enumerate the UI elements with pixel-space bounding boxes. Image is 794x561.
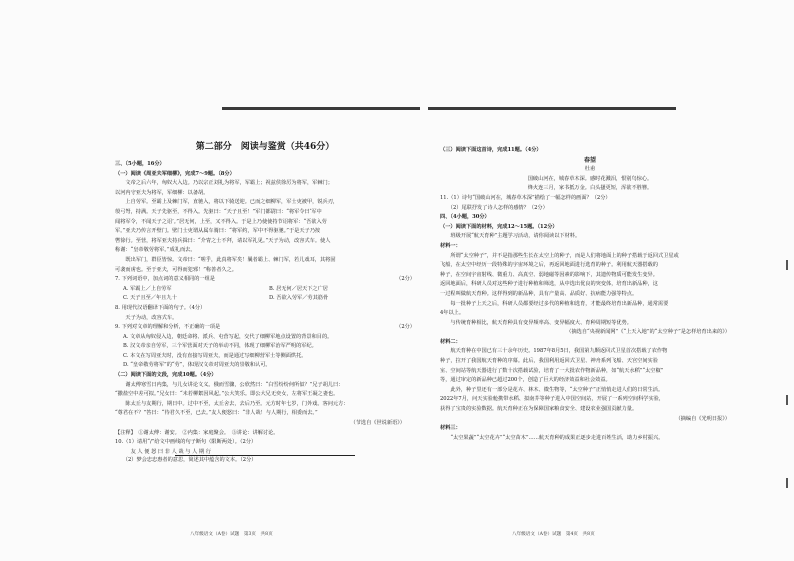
material-line: 种子，拉开了我国航天育种的序幕。此后，我国利用返回式卫星、神舟系列飞船、天宫空间实验 [440,358,658,365]
passage-line: 以河内守亚夫为将军，军细柳：以备胡。 [115,189,209,196]
question-11b: （2）尾联抒发了诗人怎样的感情？（2分） [440,204,548,211]
question-text: 9. 下列对文章的理解和分析，不正确的一项是 [115,324,221,331]
material-line: “太空果蔬”“太空花卉”“太空苗木”……航天育种的成果正逐步走进百姓生活，助力乡村振兴。 [440,434,664,441]
material-line: 此外，种子里还有一部分是花卉、林木、微生物等，“太空种子”正悄悄走进人们的日常生活。 [440,386,664,393]
material-heading: 材料一： [440,242,461,249]
passage-line: 彀弓弩，持满。天子先驱至，不得入。先驱曰：“天子且至！”军门都尉曰：“将军令曰‘军中 [115,208,322,215]
passage-line: “撒盐空中差可拟。”兄女曰：“未若柳絮因风起。”公大笑乐。即公大兄无奕女，左将军王凝之妻也。 [115,391,339,398]
passage-line: 称谢：“皇帝敬劳将军。”成礼而去。 [115,247,196,254]
passage [115,179,415,275]
passage-line: 既出军门，群臣皆惊。文帝曰：“嗟乎，此真将军矣！曩者霸上、棘门军，若儿戏耳，其将固 [115,256,336,263]
option: B. 汉文帝亲自劳军，三个军营面对天子的举动不同，体现了细柳军治军严明的军纪。 [123,343,317,350]
scan-edge-mark [786,260,788,270]
scan-top-rule-right [428,107,676,110]
option: B. 居无何／居天下之广居 [269,285,328,292]
material-line: 所谓“太空种子”，并不是指那些生长在太空上的种子，而是人们将地面上的种子搭载于返回式卫星或 [440,252,679,259]
material-heading: 材料二： [440,338,461,345]
question-10-sentence: 友 人 便 怒 曰 非 人 哉 与 人 期 行 [115,448,211,455]
passage-source: （节选自《世说新语》） [350,420,405,427]
section-heading: 三、（5小题，16分） [115,161,165,167]
question-7 [115,275,415,285]
subsection-heading: （二）阅读下面的文段，完成10题。（4分） [115,372,217,379]
material-line: 4年以上。 [440,310,465,317]
option: C. 天子且至／年且九十 [123,295,177,302]
material-line: 飞船，在太空中经历一段特殊的宇宙环境之后，再返回地面进行选育的种子。利用航天器搭载的 [440,262,658,269]
section-heading: 四、（4小题，30分） [440,214,490,221]
passage-line: 谢太傅寒雪日内集，与儿女讲论文义。俄而雪骤，公欣然曰：“白雪纷纷何所似？”兄子胡儿曰： [115,381,344,388]
material-line: 种子，在空间宇宙射线、微重力、高真空、弱地磁等因素的影响下，其遗传物质可能发生变异。 [440,271,658,278]
question-8: 8. 用现代汉语翻译下面的句子。（4分） [115,304,206,311]
question-10-part2: （2）梦会忠忠惠者的意思，简述其中蕴含的文本。（2分） [115,457,257,464]
poem-author: 杜甫 [584,166,596,173]
question-8-sentence: 天子为动，改容式车。 [115,314,178,321]
subsection-heading: （一）阅读下面的材料，完成12～15题。（12分） [440,223,558,230]
question-score: （2分） [396,276,415,283]
material-line: 室、空间站等航天器进行了数十次搭载试验，培育了一大批农作物新品种，如“航天水稻”“太空椒” [440,367,664,374]
question-text: 7. 下列词语中，加点词的意义相同的一组是 [115,276,215,283]
material-source: （摘选自“央视新闻网”《“上天入地”的“太空种子”是怎样培育出来的》） [566,329,730,336]
passage-line: 文帝之后六年，匈奴大入边。乃以宗正刘礼为将军，军霸上；祝兹侯徐厉为将军，军棘门； [115,180,333,187]
subsection-heading: （一）阅读《周亚夫军细柳》，完成7～9题。（8分） [115,170,235,177]
subsection-heading: （三）阅读下面这首诗，完成11题。（4分） [440,147,542,153]
material-line: 与传统育种相比，航天育种具有变异频率高、变异幅度大、育种周期短等优势。 [440,319,632,326]
poem-line: 烽火连三月，家书抵万金。白头搔更短，浑欲不胜簪。 [527,185,653,192]
question-10: 10.（1）请用“/”给文中画线的句子断句（限断两处）。（2分） [115,439,257,446]
passage-line: 闻将军令，不闻天子之诏’。”居无何，上至，又不得入。于是上乃使使持节诏将军：“吾欲入劳 [115,218,327,225]
scan-edge-mark [786,395,788,405]
intro-text: 班级开展“航天育种”主题学习活动，请你阅读以下材料。 [440,233,581,240]
right-page [440,146,740,443]
material-line: 2022年7月，问天实验舱携带水稻、拟南芥等种子进入中国空间站，开展了一系列空间科学实验， [440,396,665,403]
right-page-footer: 八年级语文（A卷）试题 第4页 共8页 [512,532,595,537]
passage-note: 【注释】 ①谢太傅：谢安。 ②内集：家庭聚会。 ③讲论：讲解讨论。 [115,429,279,436]
material-line: 获得了宝贵的实验数据。航天育种正在为保障国家粮食安全、建设农业强国贡献力量。 [440,406,638,413]
passage-line: 可袭而虏也。至于亚夫，可得而犯邪！”称善者久之。 [115,266,237,273]
poem-line: 国破山河在，城春草木深。感时花溅泪，恨别鸟惊心。 [527,175,653,182]
option: D. “皇帝敬劳将军”的“劳”，体现汉文帝对周亚夫的崇敬和认可。 [123,362,271,369]
question-9 [115,323,415,333]
passage-line: 陈太丘与友期行，期日中。过中不至，太丘舍去，去后乃至。元方时年七岁，门外戏。客问元方： [115,400,349,407]
passage-line: 上自劳军。至霸上及棘门军，直驰入，将以下骑送迎。已而之细柳军，军士吏被甲，锐兵刃， [115,199,339,206]
option: C. 本文在写周亚夫时，没有直接写周亚夫，而是通过写细柳营军士等侧面烘托。 [123,352,307,359]
left-page [115,140,415,466]
material-line: 航天育种在中国已有三十余年历史。1987年8月5日，我国第九颗返回式卫星首次搭载了农作物 [440,348,668,355]
page-title: 第二部分 阅读与鉴赏（共46分） [195,142,335,152]
question-score: （2分） [396,324,415,331]
option: A. 文章从匈奴侵入边，朝廷命将、派兵、屯营写起，交代了细柳军地点设置的背景和目的。 [123,333,333,340]
material-line: 等，通过审定的新品种已超过200个，创造了巨大的经济效益和社会效益。 [440,377,611,384]
material-line: 返回地面后，科研人员对这些种子进行种植和筛选，从中选出优良的突变体，培育出新品种，这 [440,281,658,288]
scan-top-rule-left [222,107,420,110]
material-heading: 材料三： [440,425,461,432]
option: A. 军霸上／上自劳军 [123,285,172,292]
material-source: （摘编自《光明日报》） [675,415,730,422]
scan-edge-mark [786,478,788,488]
passage-line: 军。”亚夫乃传言开壁门。壁门士吏谓从属车骑曰：“将军约，军中不得驱驰。”于是天子乃按 [115,228,321,235]
passage-line: 辔徐行。至营，将军亚夫持兵揖曰：“介胄之士不拜，请以军礼见。”天子为动，改容式车。使人 [115,237,331,244]
option: D. 吾欲入劳军／劳其筋骨 [269,295,329,302]
material-line: 每一批种子上天之后，科研人员都要经过多代的种植和选育，才能最终培育出新品种，通常需要 [440,300,669,307]
question-7-options [115,285,415,304]
material-line: 一过程叫做航天育种。这样得到的新品种，具有产量高、品质好、抗病能力强等特点。 [440,290,638,297]
question-11a: 11.（1）诗句“国破山河在，城春草木深”描绘了一幅怎样的画面？（2分） [440,194,611,201]
left-page-footer: 八年级语文（A卷）试题 第3页 共8页 [190,532,273,537]
poem-title: 春望 [583,156,596,164]
passage-line: “尊君在不？”答曰：“待君久不至，已去。”友人便怒曰：“非人哉！与人期行，相委而去。” [115,410,318,417]
